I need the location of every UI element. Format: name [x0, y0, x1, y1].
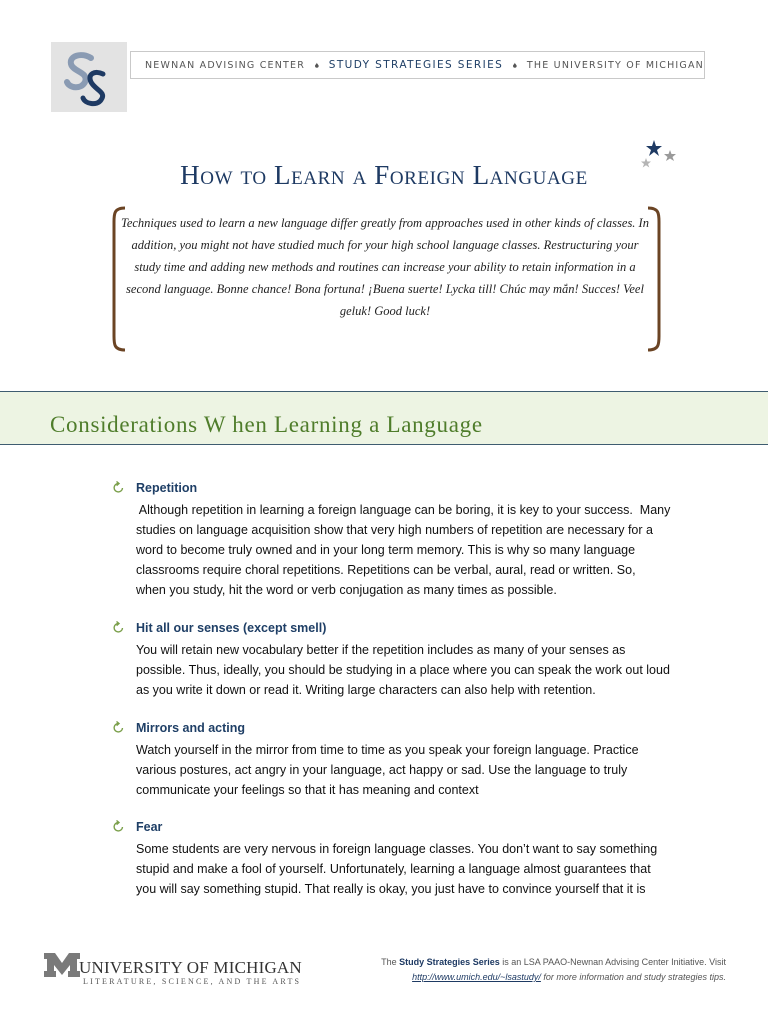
item-title: Fear [136, 820, 163, 834]
college-subtitle: LITERATURE, SCIENCE, AND THE ARTS [83, 977, 302, 986]
note-text: The [381, 957, 400, 967]
header-bar [130, 51, 705, 79]
item-title: Hit all our senses (except smell) [136, 621, 327, 635]
block-m-logo [44, 953, 80, 977]
item-title: Repetition [136, 481, 198, 495]
body-line: studies on language acquisition show that very high numbers of repetition are necessary for a [136, 523, 653, 537]
item-body [136, 839, 681, 899]
series-logo [51, 42, 127, 112]
university-name: THE UNIVERSITY OF MICHIGAN [526, 59, 704, 71]
refresh-bullet-icon [112, 481, 125, 494]
drop-separator-icon [315, 61, 319, 69]
note-text: for more information and study strategies tips. [540, 972, 726, 982]
refresh-bullet-icon [112, 820, 125, 833]
body-line: Watch yourself in the mirror from time to time as you speak your foreign language. Practice [136, 743, 639, 757]
right-bracket-icon [645, 206, 663, 352]
section-banner [0, 391, 768, 445]
body-line: when you study, hit the word or verb conjugation as many times as possible. [136, 583, 557, 597]
note-text: is an LSA PAAO-Newnan Advising Center Initiative. Visit [499, 957, 726, 967]
body-line: Although repetition in learning a foreign language can be boring, it is key to your success. Many [136, 503, 671, 517]
footer-note [306, 955, 726, 985]
study-url-link[interactable]: http://www.umich.edu/~lsastudy/ [412, 972, 541, 982]
body-line: communicate your feelings so that it has meaning and context [136, 783, 479, 797]
ss-monogram-icon [51, 42, 127, 112]
item-body [136, 500, 681, 600]
item-body [136, 740, 681, 800]
section-heading: Considerations W hen Learning a Language [50, 412, 483, 437]
drop-separator-icon [513, 61, 517, 69]
org-name: NEWNAN ADVISING CENTER [145, 59, 306, 71]
body-line: as you write it down or read it. Writing large characters can also help with retention. [136, 683, 596, 697]
item-title: Mirrors and acting [136, 721, 246, 735]
series-name: STUDY STRATEGIES SERIES [328, 59, 504, 71]
body-line: word to become truly owned and in your long term memory. This is why so many language [136, 543, 636, 557]
refresh-bullet-icon [112, 621, 125, 634]
body-line: stupid and make a fool of yourself. Unfortunately, learning a language almost guarantees that [136, 862, 651, 876]
item-body [136, 640, 681, 700]
body-line: You will retain new vocabulary better if the repetition includes as many of your senses as [136, 643, 626, 657]
stars-icon [636, 138, 682, 172]
note-series: Study Strategies Series [399, 957, 500, 967]
refresh-bullet-icon [112, 721, 125, 734]
intro-text: Techniques used to learn a new language differ greatly from approaches used in other kinds of classes. In addition, you might not have studied much for your high school language classes. Restructuring your study time and adding new methods and routines can increase your ability to retain information in a second language. Bonne chance! Bona fortuna! ¡Buena suerte! Lycka till! Chúc may mắn! Succes! Veel geluk! Good luck! [121, 216, 649, 318]
body-line: various postures, act angry in your language, act happy or sad. Use the language to truly [136, 763, 628, 777]
body-line: Some students are very nervous in foreign language classes. You don’t want to say something [136, 842, 658, 856]
body-line: possible. Thus, ideally, you should be studying in a place where you can speak the work out loud [136, 663, 670, 677]
university-wordmark: UNIVERSITY OF MICHIGAN [79, 958, 302, 977]
body-line: classrooms require choral repetitions. Repetitions can be verbal, aural, read or written. So, [136, 563, 636, 577]
body-line: you will say something stupid. That really is okay, you just have to convince yourself that it is [136, 882, 646, 896]
page-title: How to Learn a Foreign Language [180, 160, 588, 190]
